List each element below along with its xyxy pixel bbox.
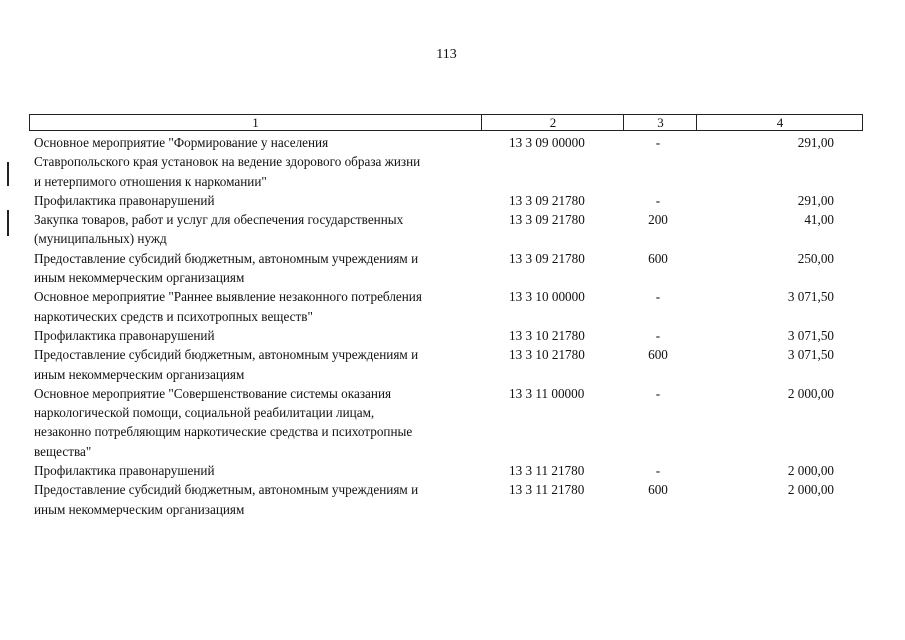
row-type: 600 [648, 347, 668, 363]
row-code: 13 3 09 00000 [509, 135, 585, 150]
row-type: 600 [648, 250, 668, 266]
row-amount: 3 071,50 [787, 289, 834, 305]
row-name: Профилактика правонарушений [34, 327, 215, 343]
row-code: 13 3 09 21780 [509, 192, 585, 208]
row-name: Предоставление субсидий бюджетным, автономным учреждениям и иным некоммерческим организациям [34, 250, 419, 286]
row-amount: 2 000,00 [787, 463, 834, 479]
table-row [0, 326, 905, 345]
row-name: Основное мероприятие "Раннее выявление незаконного потребления наркотических средств и психотропных веществ" [34, 289, 422, 324]
column-header-2: 2 [481, 115, 624, 130]
table-header [29, 114, 863, 131]
row-name: Предоставление субсидий бюджетным, автономным учреждениям и иным некоммерческим организациям [34, 347, 419, 382]
row-code: 13 3 11 21780 [509, 482, 585, 498]
row-amount: 291,00 [797, 192, 834, 208]
row-name: Основное мероприятие "Формирование у населения Ставропольского края установок на ведение здорового образа жизни и нетерпимого отношения к наркомании" [34, 135, 421, 189]
row-type: - [655, 327, 661, 343]
row-amount: 291,00 [797, 135, 834, 150]
row-amount: 3 071,50 [787, 327, 834, 343]
row-type: 600 [648, 482, 668, 498]
row-amount: 41,00 [804, 212, 834, 228]
row-type: - [655, 192, 661, 208]
row-name: Профилактика правонарушений [34, 192, 215, 208]
table-body [0, 133, 905, 519]
table-row [0, 384, 905, 461]
row-name: Закупка товаров, работ и услуг для обеспечения государственных (муниципальных) нужд [34, 212, 404, 247]
row-amount: 2 000,00 [787, 385, 834, 401]
table-row [0, 287, 905, 326]
table-row [0, 345, 905, 384]
table-row [0, 191, 905, 210]
row-type: 200 [648, 212, 668, 228]
row-code: 13 3 09 21780 [509, 212, 585, 228]
row-code: 13 3 11 00000 [509, 385, 585, 401]
column-header-4: 4 [696, 115, 863, 130]
column-header-3: 3 [623, 115, 697, 130]
table-row [0, 480, 905, 519]
row-type: - [655, 289, 661, 305]
row-code: 13 3 10 21780 [509, 327, 585, 343]
row-code: 13 3 09 21780 [509, 250, 585, 266]
row-amount: 250,00 [797, 250, 834, 266]
table-row [0, 133, 905, 191]
row-name: Профилактика правонарушений [34, 463, 215, 479]
table-row [0, 461, 905, 480]
table-row [0, 249, 905, 288]
row-code: 13 3 11 21780 [509, 463, 585, 479]
row-name: Основное мероприятие "Совершенствование системы оказания наркологической помощи, социальной реабилитации лицам, незаконно потребляющим наркотические средства и психотропные вещества" [34, 385, 413, 459]
row-type: - [655, 135, 661, 150]
table-row [0, 210, 905, 249]
column-header-1: 1 [252, 115, 259, 130]
row-type: - [655, 385, 661, 401]
row-code: 13 3 10 21780 [509, 347, 585, 363]
row-amount: 2 000,00 [787, 482, 834, 498]
row-name: Предоставление субсидий бюджетным, автономным учреждениям и иным некоммерческим организациям [34, 482, 419, 517]
row-amount: 3 071,50 [787, 347, 834, 363]
page-number: 113 [436, 47, 457, 62]
row-type: - [655, 463, 661, 479]
row-code: 13 3 10 00000 [509, 289, 585, 305]
